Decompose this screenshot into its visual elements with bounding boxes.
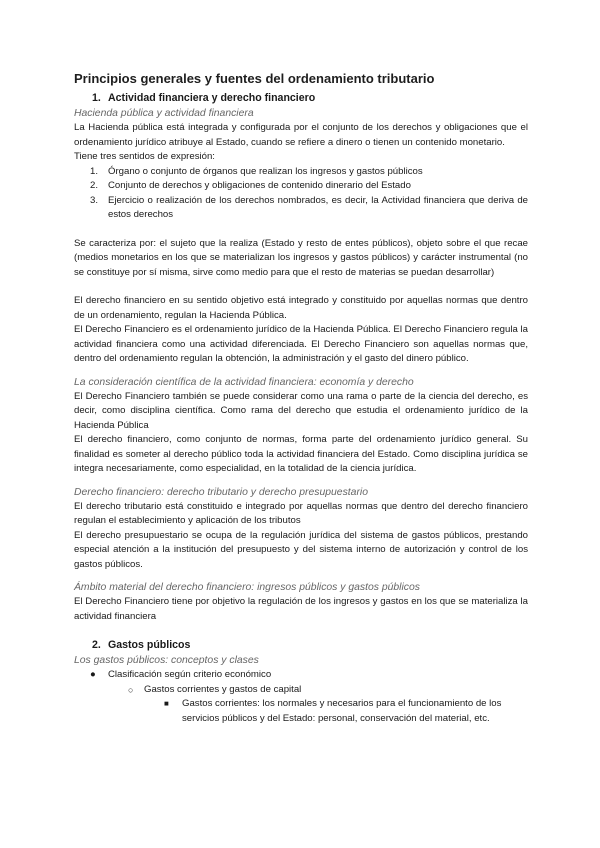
paragraph: Se caracteriza por: el sujeto que la realiza (Estado y resto de entes públicos), objeto sobre el que recae (medios monetarios en los que se materializan los ingresos y gastos públicos) y carácter instrumental (no se constituye por sí misma, sirve como medio para que el resto de materias se puedan desarrollar) — [74, 237, 528, 278]
paragraph: Tiene tres sentidos de expresión: — [74, 151, 215, 162]
numbered-list — [74, 165, 528, 223]
bullet-text: Gastos corrientes: los normales y necesarios para el funcionamiento de los servicios públicos y del Estado: personal, conservación del material, etc. — [182, 698, 502, 724]
document-body — [74, 70, 528, 726]
paragraph: El Derecho Financiero tiene por objetivo la regulación de los ingresos y gastos en los que se materializa la actividad financiera — [74, 596, 528, 622]
section-2-title: Gastos públicos — [108, 639, 191, 651]
list-item-text: Ejercicio o realización de los derechos nombrados, es decir, la Actividad financiera que deriva de estos derechos — [108, 194, 528, 220]
bullet-item — [74, 683, 528, 698]
paragraph: El Derecho Financiero es el ordenamiento jurídico de la Hacienda Pública. El Derecho Financiero regula la actividad financiera como una actividad diferenciada. El Derecho Financiero son aquellas normas que, dentro del ordenamiento regulan la obtención, la administración y el gasto del dinero público. — [74, 324, 528, 364]
section-1-heading — [74, 91, 528, 106]
section-2-heading — [74, 638, 528, 653]
bullet-text: Clasificación según criterio económico — [108, 669, 272, 680]
list-number: 2. — [90, 180, 99, 191]
list-item — [74, 194, 528, 223]
bullet-item — [74, 668, 528, 683]
paragraph: El Derecho Financiero también se puede considerar como una rama o parte de la ciencia del derecho, es decir, como disciplina científica. Como rama del derecho que estudia el ordenamiento jurídico de la Hacienda Pública — [74, 390, 528, 431]
circle-marker: ○ — [128, 684, 134, 695]
bullet-text: Gastos corrientes y gastos de capital — [144, 683, 302, 695]
list-item — [74, 179, 528, 194]
list-item-text: Órgano o conjunto de órganos que realizan los ingresos y gastos públicos — [108, 165, 423, 177]
list-number: 3. — [90, 194, 99, 206]
subsection-consideracion-heading: La consideración científica de la actividad financiera: economía y derecho — [74, 376, 414, 388]
paragraph: El derecho financiero en su sentido objetivo está integrado y constituido por aquellas normas que dentro de un ordenamiento, regulan la Hacienda Pública. — [74, 295, 528, 321]
section-2-number: 2. — [92, 639, 101, 651]
bullet-marker: ● — [90, 669, 96, 680]
paragraph: La Hacienda pública está integrada y configurada por el conjunto de los derechos y obligaciones que el ordenamiento jurídico atribuye al Estado, cuando se refiere a dinero o tienen un contenido monetario. — [74, 122, 528, 148]
square-marker: ■ — [164, 699, 169, 708]
list-item-text: Conjunto de derechos y obligaciones de contenido dinerario del Estado — [108, 180, 411, 191]
document-title: Principios generales y fuentes del ordenamiento tributario — [74, 71, 435, 86]
subsection-gastos-heading: Los gastos públicos: conceptos y clases — [74, 655, 259, 666]
subsection-derecho-tributario-heading: Derecho financiero: derecho tributario y derecho presupuestario — [74, 486, 368, 498]
list-item — [74, 165, 528, 180]
bullet-item — [74, 697, 528, 726]
section-1-number: 1. — [92, 92, 101, 104]
paragraph: El derecho financiero, como conjunto de normas, forma parte del ordenamiento jurídico general. Su finalidad es someter al derecho público toda la actividad financiera del Estado. Como disciplina jurídica se integra necesariamente, como especialidad, en la totalidad de la ciencia jurídica. — [74, 434, 528, 474]
paragraph: El derecho presupuestario se ocupa de la regulación jurídica del sistema de gastos públicos, prestando especial atención a la institución del presupuesto y del sistema interno de autorización y control de los gastos públicos. — [74, 529, 528, 570]
list-number: 1. — [90, 165, 99, 177]
subsection-ambito-heading: Ámbito material del derecho financiero: ingresos públicos y gastos públicos — [74, 582, 420, 593]
paragraph: El derecho tributario está constituido e integrado por aquellas normas que dentro del derecho financiero regulan el establecimiento y aplicación de los tributos — [74, 500, 528, 526]
section-1-title: Actividad financiera y derecho financiero — [108, 92, 316, 104]
subsection-hacienda-heading: Hacienda pública y actividad financiera — [74, 108, 254, 119]
